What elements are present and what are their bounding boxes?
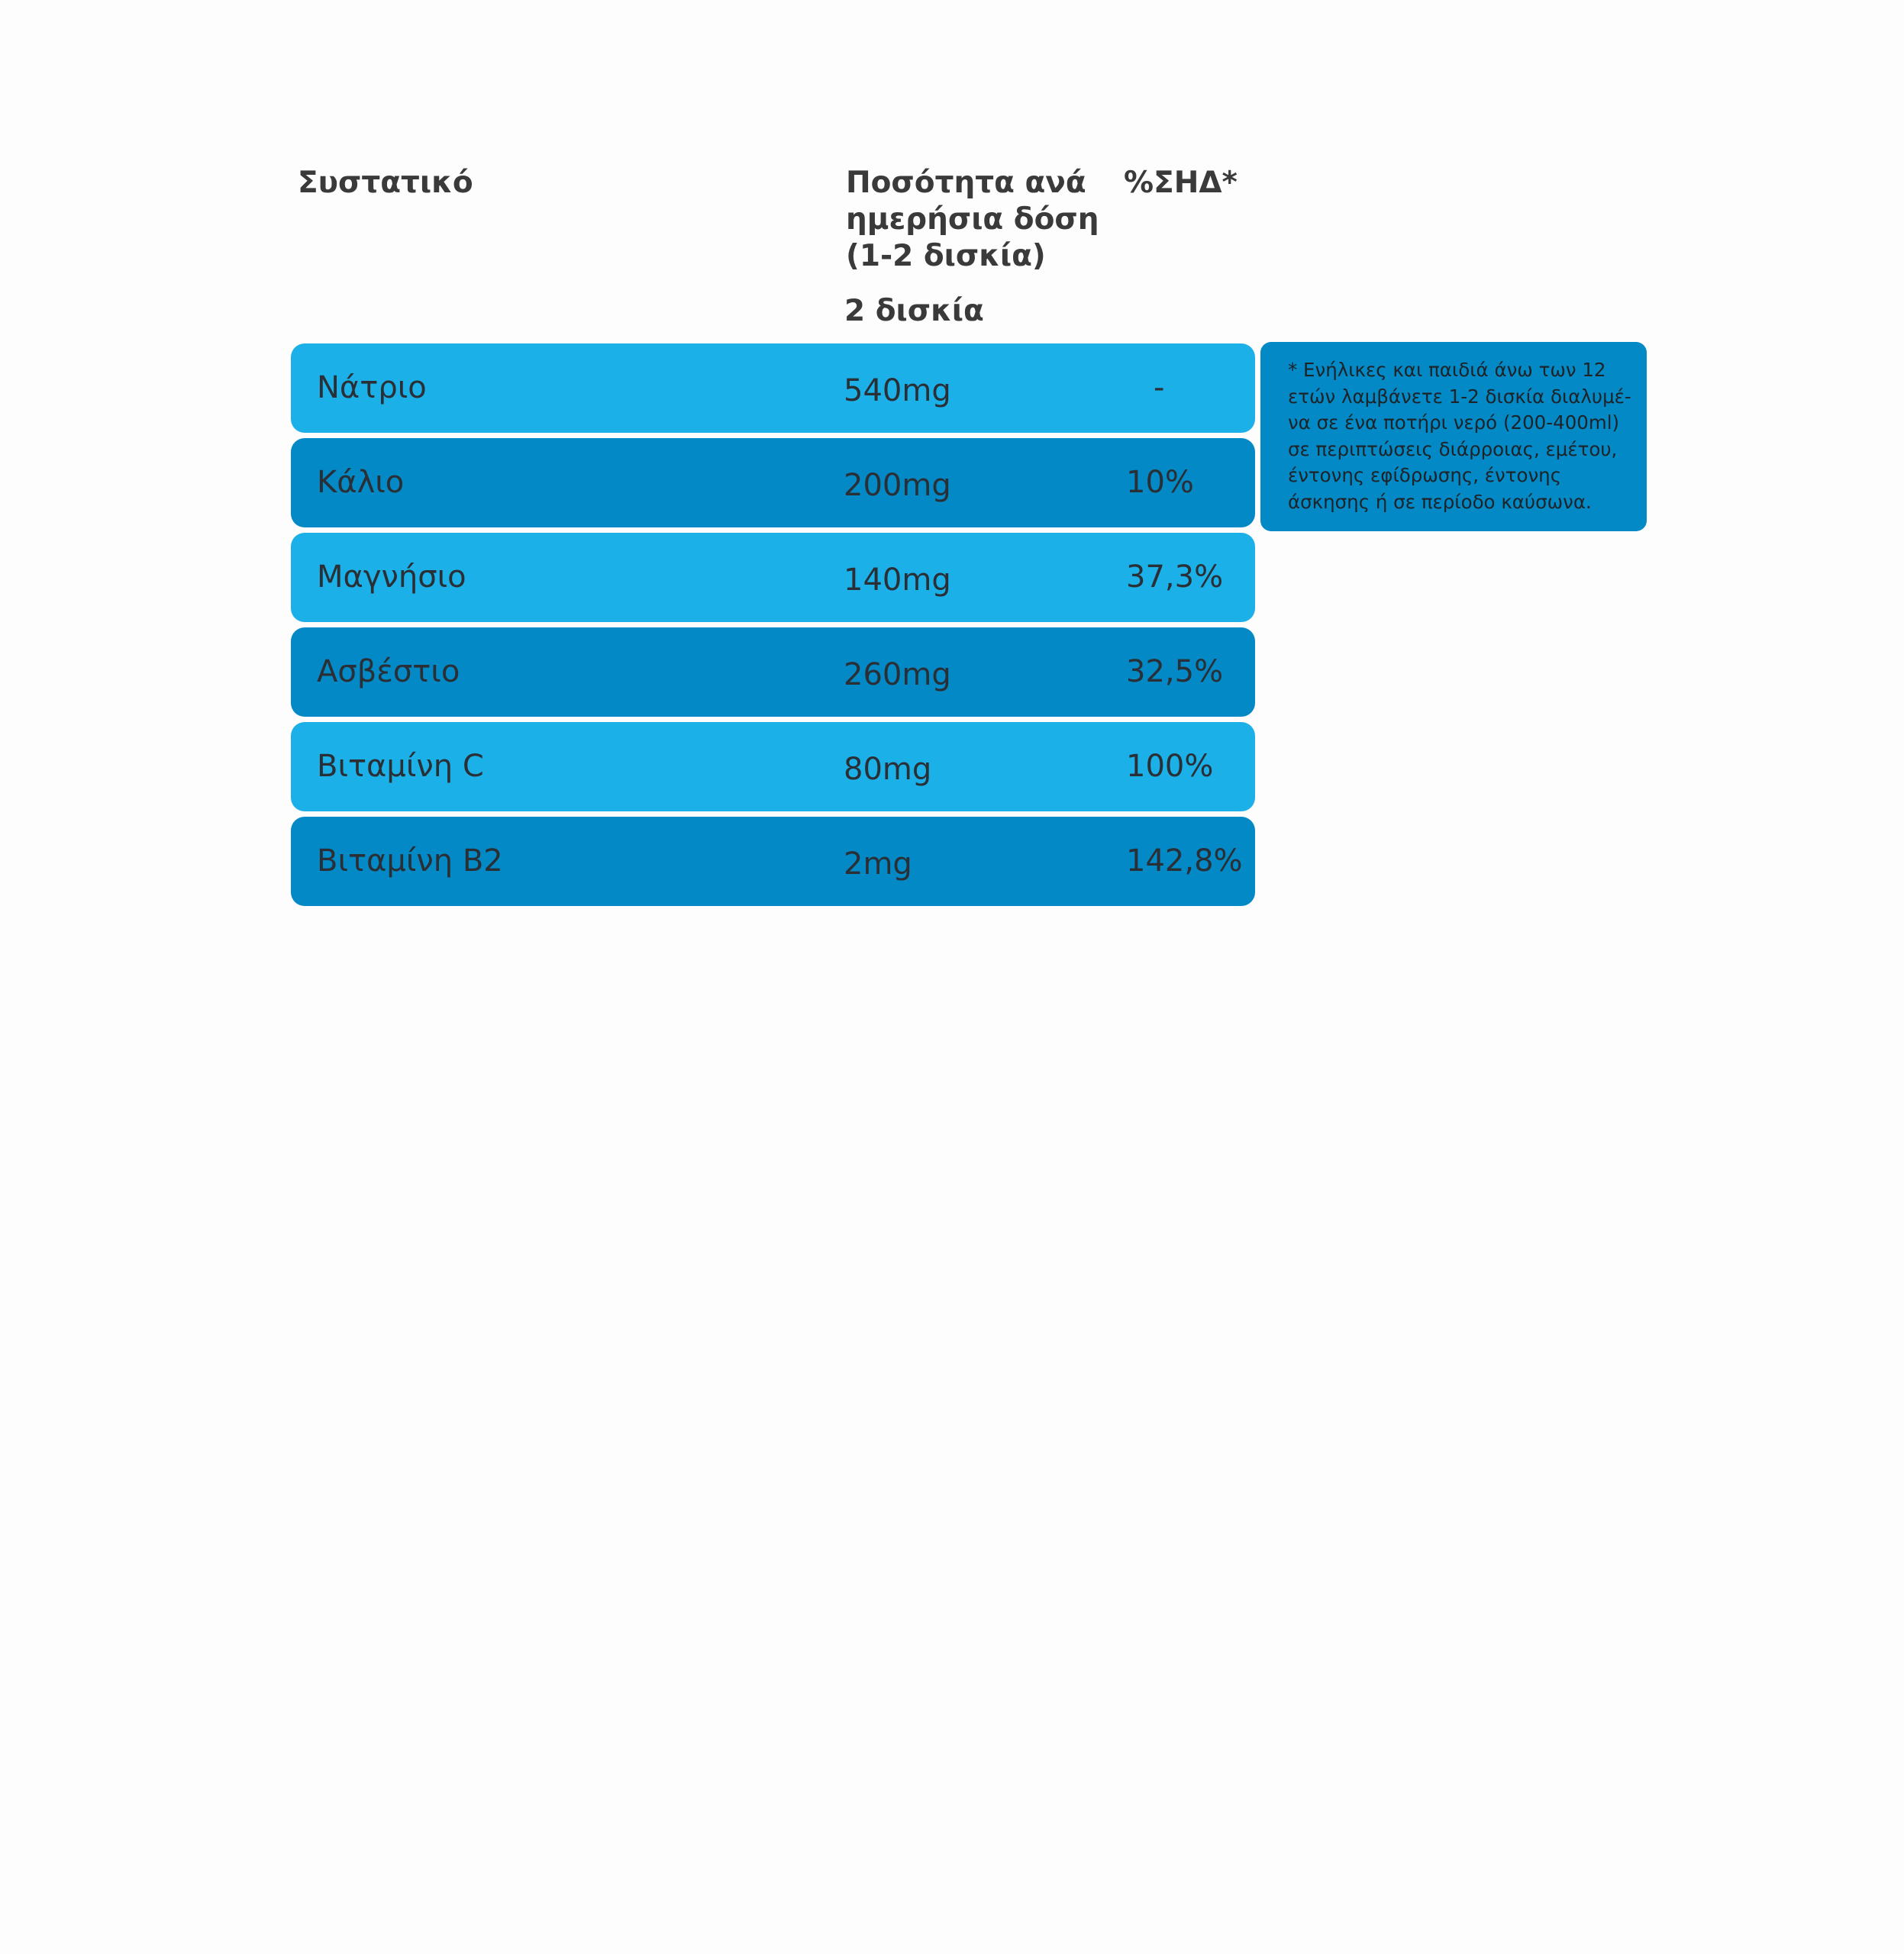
ingredient-name: Βιταμίνη C [317, 749, 484, 784]
note-line: να σε ένα ποτήρι νερό (200-400ml) [1288, 411, 1620, 434]
table-row [291, 533, 1255, 622]
ingredient-name: Κάλιο [317, 465, 405, 500]
table-row [291, 627, 1255, 717]
ingredient-name: Βιταμίνη B2 [317, 843, 503, 879]
ingredient-daily-value: 142,8% [1126, 843, 1243, 879]
note-line: ετών λαμβάνετε 1-2 δισκία διαλυμέ- [1288, 385, 1631, 408]
ingredient-daily-value: 32,5% [1126, 654, 1224, 689]
note-line: * Ενήλικες και παιδιά άνω των 12 [1288, 359, 1606, 381]
ingredient-amount: 80mg [844, 752, 932, 787]
ingredient-name: Νάτριο [317, 370, 427, 405]
ingredient-name: Μαγνήσιο [317, 559, 466, 595]
table-row [291, 817, 1255, 906]
table-row [291, 438, 1255, 527]
header-amount-line-3: (1-2 δισκία) [846, 239, 1046, 273]
ingredient-amount: 540mg [844, 373, 951, 408]
ingredient-amount: 2mg [844, 846, 912, 882]
header-amount-line-2: ημερήσια δόση [846, 202, 1099, 237]
header-daily-value: %ΣΗΔ* [1124, 166, 1238, 200]
note-line: άσκησης ή σε περίοδο καύσωνα. [1288, 490, 1592, 513]
header-amount [846, 165, 1098, 275]
ingredient-amount: 140mg [844, 563, 951, 598]
ingredient-amount: 260mg [844, 657, 951, 692]
header-ingredient: Συστατικό [298, 166, 473, 200]
ingredient-daily-value: 100% [1126, 749, 1214, 784]
ingredient-daily-value: 10% [1126, 465, 1194, 500]
note-line: σε περιπτώσεις διάρροιας, εμέτου, [1288, 437, 1618, 460]
header-sub-amount: 2 δισκία [844, 294, 984, 328]
table-row [291, 343, 1255, 433]
ingredient-daily-value: - [1154, 370, 1165, 405]
ingredient-amount: 200mg [844, 468, 951, 503]
ingredient-name: Ασβέστιο [317, 654, 460, 689]
header-amount-line-1: Ποσότητα ανά [846, 166, 1086, 200]
ingredient-daily-value: 37,3% [1126, 559, 1224, 595]
dosage-note [1260, 342, 1647, 531]
nutrient-table [291, 343, 1255, 911]
note-line: έντονης εφίδρωσης, έντονης [1288, 464, 1562, 486]
table-row [291, 722, 1255, 811]
